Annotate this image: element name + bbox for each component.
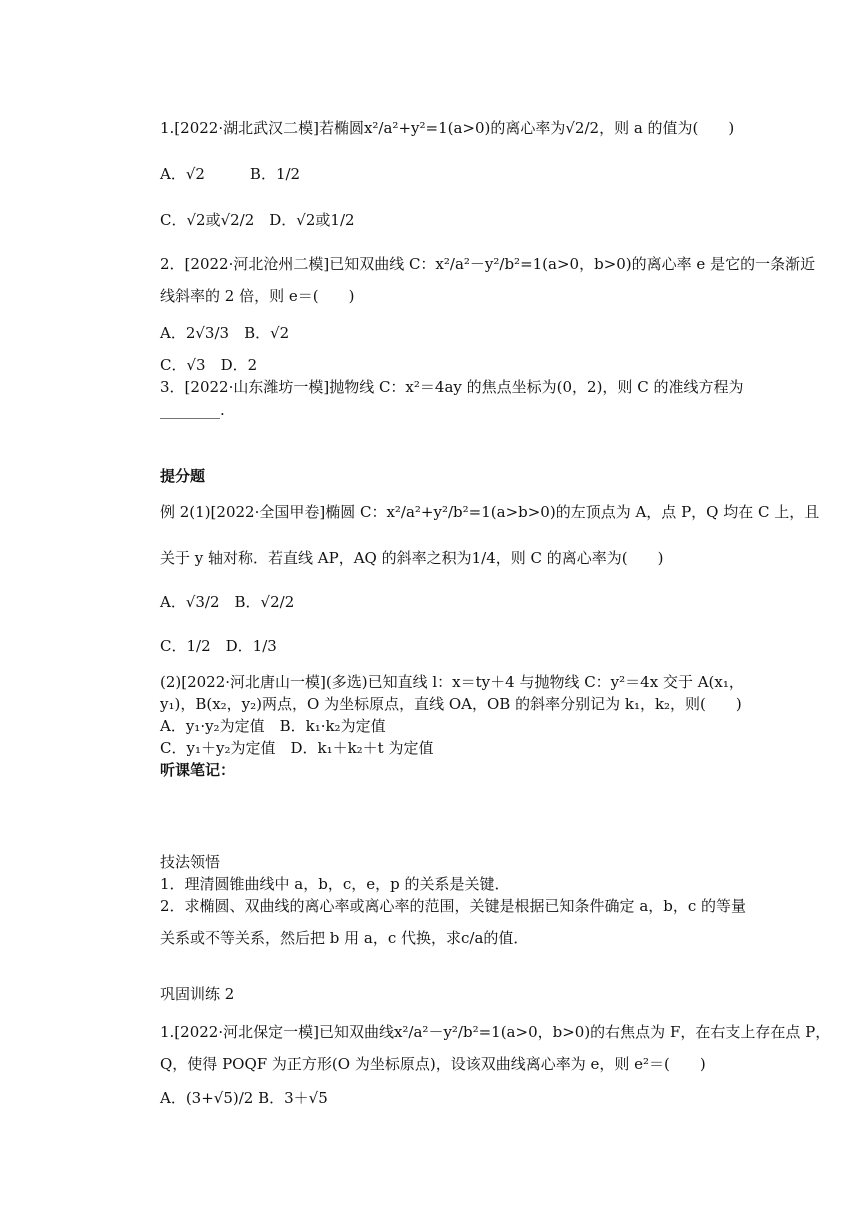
practice-heading: 巩固训练 2 <box>160 985 235 1003</box>
q2-options-ab: A．2√3/3 B．√2 <box>160 324 290 342</box>
example2-options-cd: C．1/2 D．1/3 <box>160 637 277 655</box>
q1-options-cd: C．√2或√2/2 D．√2或1/2 <box>160 211 355 229</box>
practice-q1-stem: 1.[2022·河北保定一模]已知双曲线x²/a²－y²/b²=1(a>0，b>0)的右焦点为 F，在右支上存在点 P， <box>160 1023 831 1041</box>
example2-options-ab: A．√3/2 B．√2/2 <box>160 593 295 611</box>
q3-blank: ________. <box>160 401 225 419</box>
example2-stem-cont: 关于 y 轴对称．若直线 AP，AQ 的斜率之积为1/4，则 C 的离心率为( ) <box>160 549 664 567</box>
example2-part2-options-cd: C．y₁＋y₂为定值 D．k₁＋k₂＋t 为定值 <box>160 739 434 757</box>
practice-q1-stem-cont: Q，使得 POQF 为正方形(O 为坐标原点)，设该双曲线离心率为 e，则 e²＝( ) <box>160 1055 706 1073</box>
example2-part2-stem: (2)[2022·河北唐山一模](多选)已知直线 l：x＝ty＋4 与抛物线 C：y²＝4x 交于 A(x₁， <box>160 673 744 691</box>
q2-stem-cont: 线斜率的 2 倍，则 e＝( ) <box>160 287 355 305</box>
q2-stem: 2．[2022·河北沧州二模]已知双曲线 C：x²/a²－y²/b²=1(a>0，b>0)的离心率 e 是它的一条渐近 <box>160 255 816 273</box>
example2-stem: 例 2(1)[2022·全国甲卷]椭圆 C：x²/a²+y²/b²=1(a>b>0)的左顶点为 A，点 P，Q 均在 C 上，且 <box>160 503 820 521</box>
technique-point-2: 2．求椭圆、双曲线的离心率或离心率的范围，关键是根据已知条件确定 a，b，c 的等量 <box>160 897 747 915</box>
section-heading: 提分题 <box>160 467 206 485</box>
technique-point-2-cont: 关系或不等关系，然后把 b 用 a，c 代换，求c/a的值． <box>160 929 529 947</box>
practice-q1-options-ab: A．(3+√5)/2 B．3＋√5 <box>160 1089 328 1107</box>
technique-heading: 技法领悟 <box>160 853 221 871</box>
notes-label: 听课笔记： <box>160 761 236 779</box>
q3-stem: 3．[2022·山东潍坊一模]抛物线 C：x²＝4ay 的焦点坐标为(0，2)，则 C 的准线方程为 <box>160 378 744 396</box>
q1-stem: 1.[2022·湖北武汉二模]若椭圆x²/a²+y²=1(a>0)的离心率为√2/2，则 a 的值为( ) <box>160 119 735 137</box>
technique-point-1: 1．理清圆锥曲线中 a，b，c，e，p 的关系是关键． <box>160 875 510 893</box>
q2-options-cd: C．√3 D．2 <box>160 356 258 374</box>
example2-part2-stem-cont: y₁)，B(x₂，y₂)两点，O 为坐标原点，直线 OA，OB 的斜率分别记为 k₁，k₂，则( ) <box>160 695 742 713</box>
q1-options-ab: A．√2 B．1/2 <box>160 165 301 183</box>
example2-part2-options-ab: A．y₁·y₂为定值 B．k₁·k₂为定值 <box>160 717 386 735</box>
